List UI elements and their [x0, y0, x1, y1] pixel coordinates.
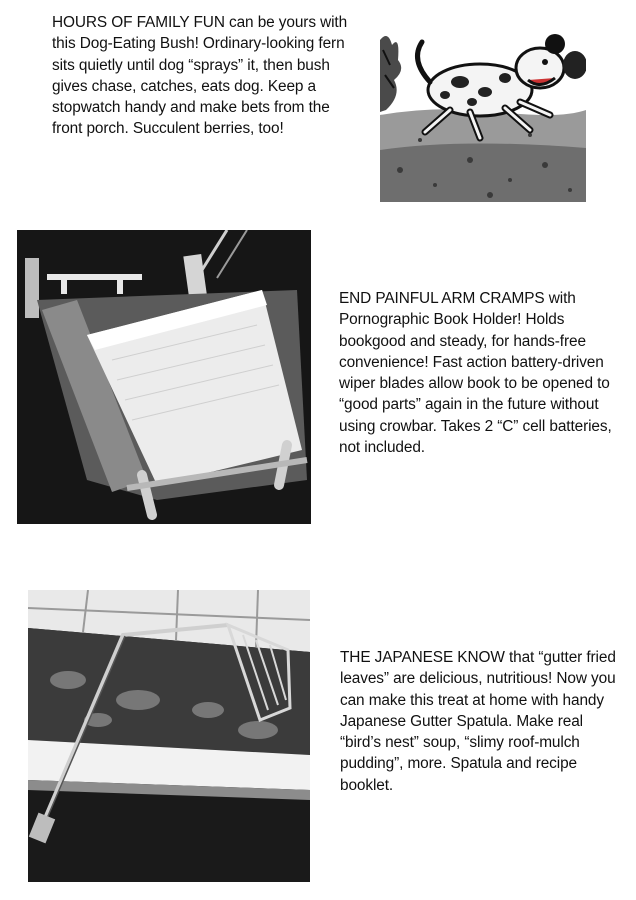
- cartoon-dog-illustration: [380, 20, 586, 202]
- gutter-spatula-description: THE JAPANESE KNOW that “gutter fried leaves” are delicious, nutritious! Now you can make this treat at home with handy Japanese Gutter Spatula. Make real “bird’s nest” soup, “slimy roof-mulch pudding”, more. Spatula and recipe booklet.: [340, 649, 616, 794]
- gutter-spatula-photo: [28, 590, 310, 882]
- dog-eating-bush-description: HOURS OF FAMILY FUN can be yours with this Dog-Eating Bush! Ordinary-looking fern sits quietly until dog “sprays” it, then bush gives chase, catches, eats dog. Keep a stopwatch handy and make bets from the front porch. Succulent berries, too!: [52, 14, 348, 138]
- book-holder-description: END PAINFUL ARM CRAMPS with Pornographic Book Holder! Holds bookgood and steady, for hands-free convenience! Fast action battery-driven wiper blades allow book to be opened to “good parts” again in the future without using crowbar. Takes 2 “C” cell batteries, not included.: [339, 290, 612, 457]
- book-holder-photo: [17, 230, 311, 524]
